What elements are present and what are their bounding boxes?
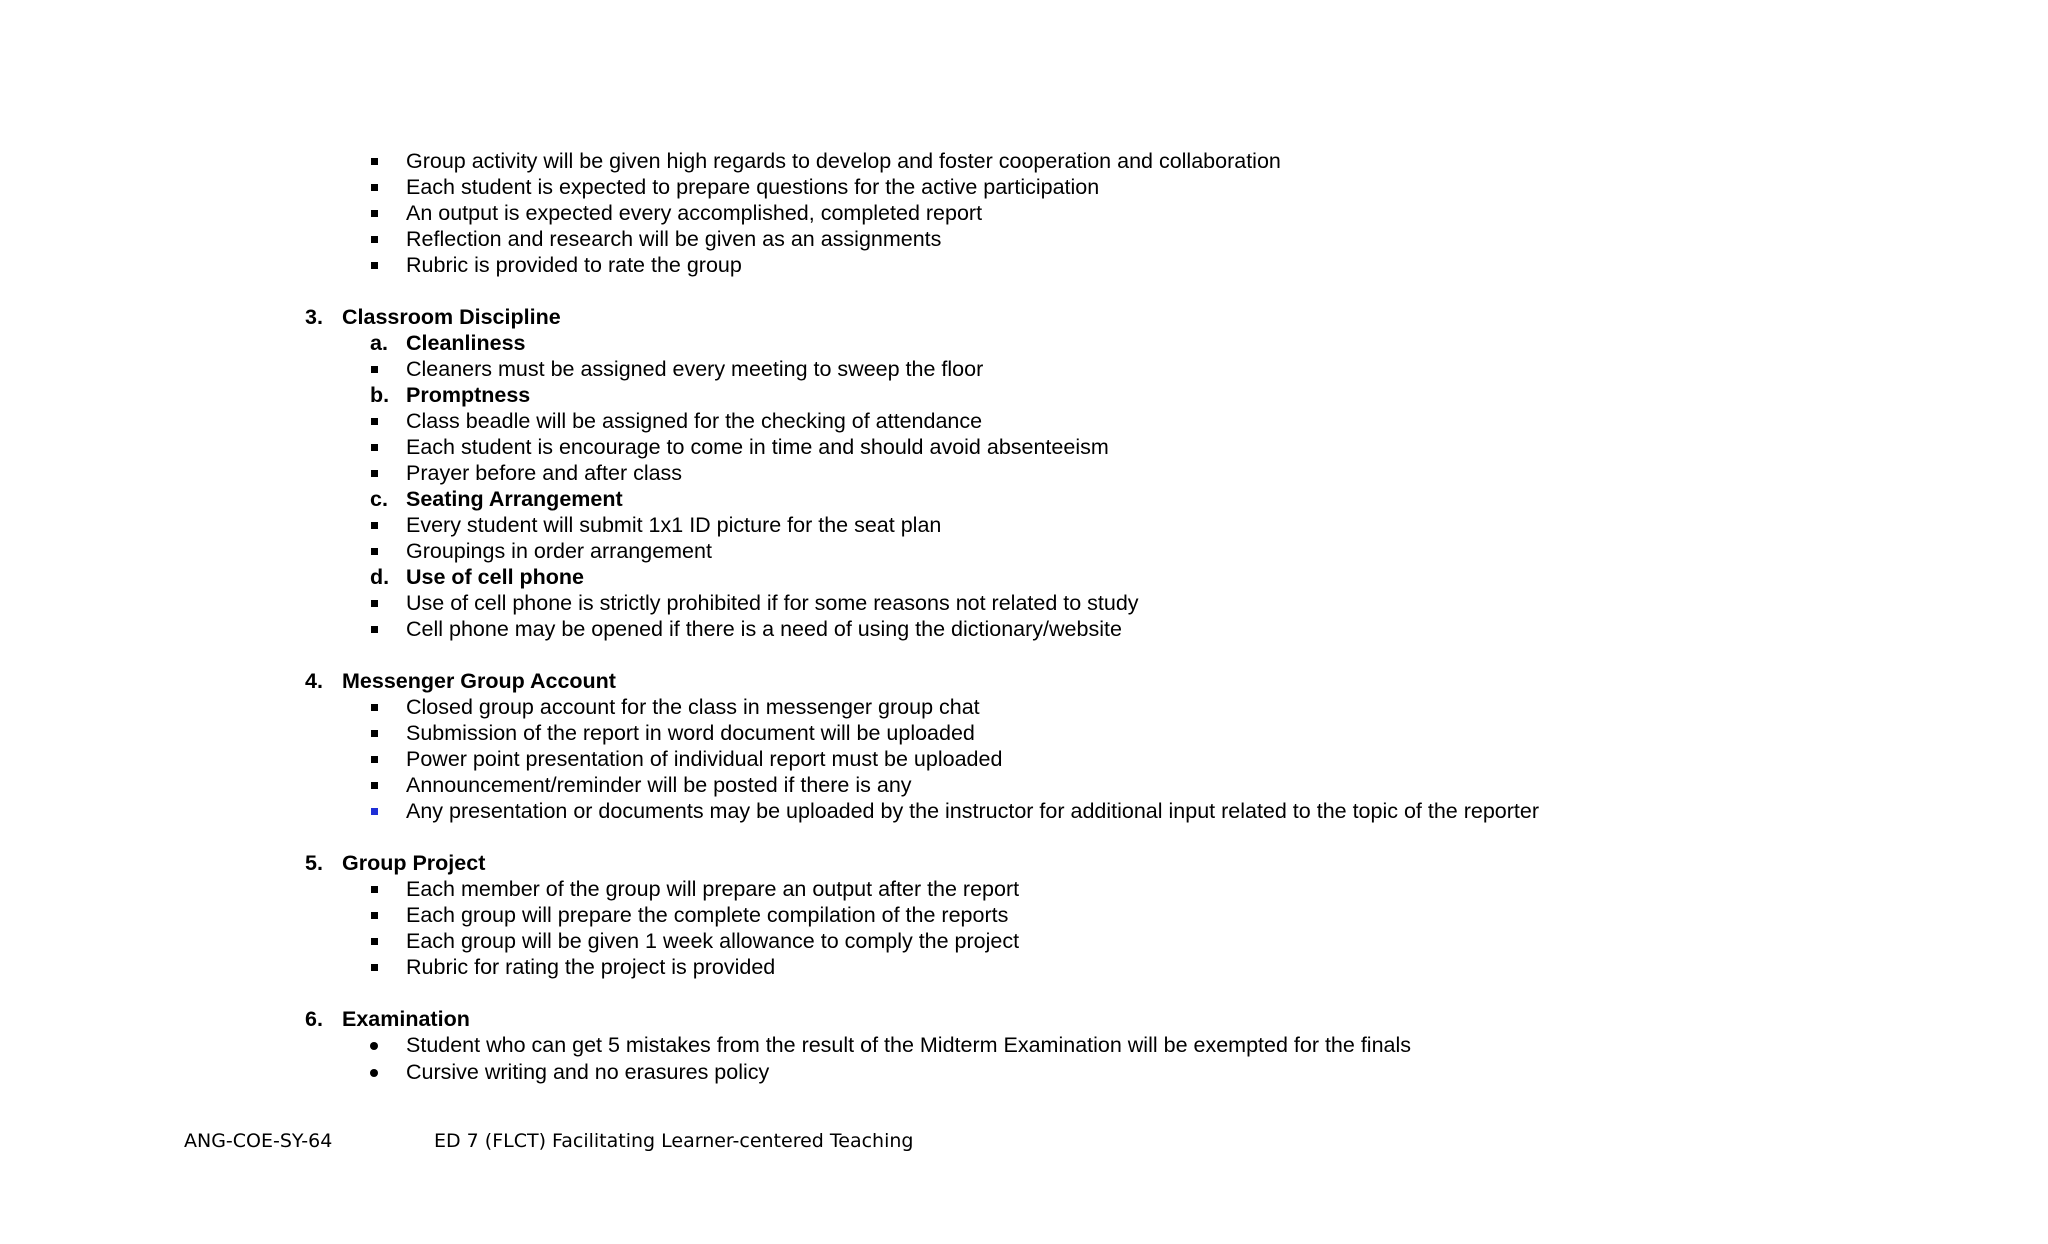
bullet-text: Closed group account for the class in messenger group chat <box>406 695 980 719</box>
footer-document-code: ANG-COE-SY-64 <box>184 1130 333 1152</box>
bullet-text: Any presentation or documents may be uploaded by the instructor for additional input related to the topic of the reporter <box>406 799 1540 823</box>
bullet-text: Each member of the group will prepare an output after the report <box>406 877 1020 901</box>
section-heading-messenger-group-account <box>0 668 2048 694</box>
bullet-text: An output is expected every accomplished, completed report <box>406 201 983 225</box>
page-footer <box>0 1128 2048 1154</box>
bullet-text: Rubric for rating the project is provided <box>406 955 776 979</box>
bullet-text: Use of cell phone is strictly prohibited if for some reasons not related to study <box>406 591 1139 615</box>
square-bullet-icon <box>371 704 378 711</box>
square-bullet-icon <box>371 886 378 893</box>
list-item <box>0 876 2048 902</box>
section-title: Messenger Group Account <box>342 669 616 693</box>
square-bullet-icon <box>371 756 378 763</box>
square-bullet-icon <box>371 600 378 607</box>
sub-title: Cleanliness <box>406 331 526 355</box>
round-bullet-icon <box>370 1069 378 1077</box>
list-item <box>0 720 2048 746</box>
list-item <box>0 1059 2048 1086</box>
square-bullet-icon <box>371 470 378 477</box>
sub-letter: d. <box>370 565 390 589</box>
square-bullet-icon <box>371 158 378 165</box>
spacer <box>0 642 2048 668</box>
section-title: Examination <box>342 1007 470 1031</box>
section-number: 6. <box>305 1007 323 1031</box>
section-heading-group-project <box>0 850 2048 876</box>
bullet-text: Each group will be given 1 week allowance to comply the project <box>406 929 1020 953</box>
bullet-text: Group activity will be given high regards to develop and foster cooperation and collaboration <box>406 149 1281 173</box>
sub-letter: a. <box>370 331 388 355</box>
section-number: 3. <box>305 305 323 329</box>
square-bullet-icon <box>371 912 378 919</box>
list-item <box>0 226 2048 252</box>
list-item <box>0 408 2048 434</box>
square-bullet-icon <box>371 782 378 789</box>
bullet-text: Each group will prepare the complete compilation of the reports <box>406 903 1009 927</box>
list-item <box>0 902 2048 928</box>
section-title: Classroom Discipline <box>342 305 561 329</box>
section-title: Group Project <box>342 851 486 875</box>
bullet-text: Submission of the report in word document will be uploaded <box>406 721 975 745</box>
spacer <box>0 980 2048 1006</box>
bullet-text: Every student will submit 1x1 ID picture for the seat plan <box>406 513 942 537</box>
list-item <box>0 538 2048 564</box>
bullet-text: Cursive writing and no erasures policy <box>406 1060 770 1084</box>
list-item <box>0 512 2048 538</box>
square-bullet-icon <box>371 418 378 425</box>
square-bullet-icon <box>371 730 378 737</box>
document-page <box>0 148 2048 1086</box>
section-number: 5. <box>305 851 323 875</box>
list-item <box>0 148 2048 174</box>
list-item <box>0 356 2048 382</box>
sub-title: Seating Arrangement <box>406 487 623 511</box>
sub-letter: c. <box>370 487 388 511</box>
list-item <box>0 434 2048 460</box>
spacer <box>0 824 2048 850</box>
sub-heading-use-of-cell-phone <box>0 564 2048 590</box>
square-bullet-icon <box>371 626 378 633</box>
sub-title: Promptness <box>406 383 531 407</box>
list-item <box>0 694 2048 720</box>
square-bullet-icon <box>371 808 378 815</box>
bullet-text: Each student is expected to prepare questions for the active participation <box>406 175 1100 199</box>
list-item <box>0 746 2048 772</box>
sub-heading-cleanliness <box>0 330 2048 356</box>
list-item <box>0 174 2048 200</box>
list-item <box>0 798 2048 824</box>
bullet-text: Class beadle will be assigned for the checking of attendance <box>406 409 983 433</box>
list-item <box>0 200 2048 226</box>
list-item <box>0 252 2048 278</box>
square-bullet-icon <box>371 366 378 373</box>
section-heading-examination <box>0 1006 2048 1032</box>
square-bullet-icon <box>371 444 378 451</box>
sub-letter: b. <box>370 383 390 407</box>
sub-heading-seating-arrangement <box>0 486 2048 512</box>
bullet-text: Reflection and research will be given as an assignments <box>406 227 942 251</box>
bullet-text: Power point presentation of individual report must be uploaded <box>406 747 1003 771</box>
square-bullet-icon <box>371 262 378 269</box>
square-bullet-icon <box>371 938 378 945</box>
round-bullet-icon <box>370 1042 378 1050</box>
square-bullet-icon <box>371 548 378 555</box>
square-bullet-icon <box>371 964 378 971</box>
bullet-text: Announcement/reminder will be posted if there is any <box>406 773 912 797</box>
square-bullet-icon <box>371 236 378 243</box>
square-bullet-icon <box>371 522 378 529</box>
spacer <box>0 278 2048 304</box>
section-number: 4. <box>305 669 323 693</box>
square-bullet-icon <box>371 184 378 191</box>
list-item <box>0 616 2048 642</box>
square-bullet-icon <box>371 210 378 217</box>
sub-title: Use of cell phone <box>406 565 585 589</box>
list-item <box>0 1032 2048 1059</box>
footer-course-title: ED 7 (FLCT) Facilitating Learner-centered Teaching <box>434 1130 914 1152</box>
bullet-text: Cell phone may be opened if there is a need of using the dictionary/website <box>406 617 1122 641</box>
bullet-text: Student who can get 5 mistakes from the result of the Midterm Examination will be exempted for the finals <box>406 1033 1412 1057</box>
bullet-text: Rubric is provided to rate the group <box>406 253 742 277</box>
list-item <box>0 772 2048 798</box>
section-heading-classroom-discipline <box>0 304 2048 330</box>
sub-heading-promptness <box>0 382 2048 408</box>
bullet-text: Cleaners must be assigned every meeting to sweep the floor <box>406 357 984 381</box>
bullet-text: Each student is encourage to come in time and should avoid absenteeism <box>406 435 1109 459</box>
bullet-text: Groupings in order arrangement <box>406 539 712 563</box>
bullet-text: Prayer before and after class <box>406 461 683 485</box>
list-item <box>0 954 2048 980</box>
list-item <box>0 928 2048 954</box>
list-item <box>0 590 2048 616</box>
list-item <box>0 460 2048 486</box>
